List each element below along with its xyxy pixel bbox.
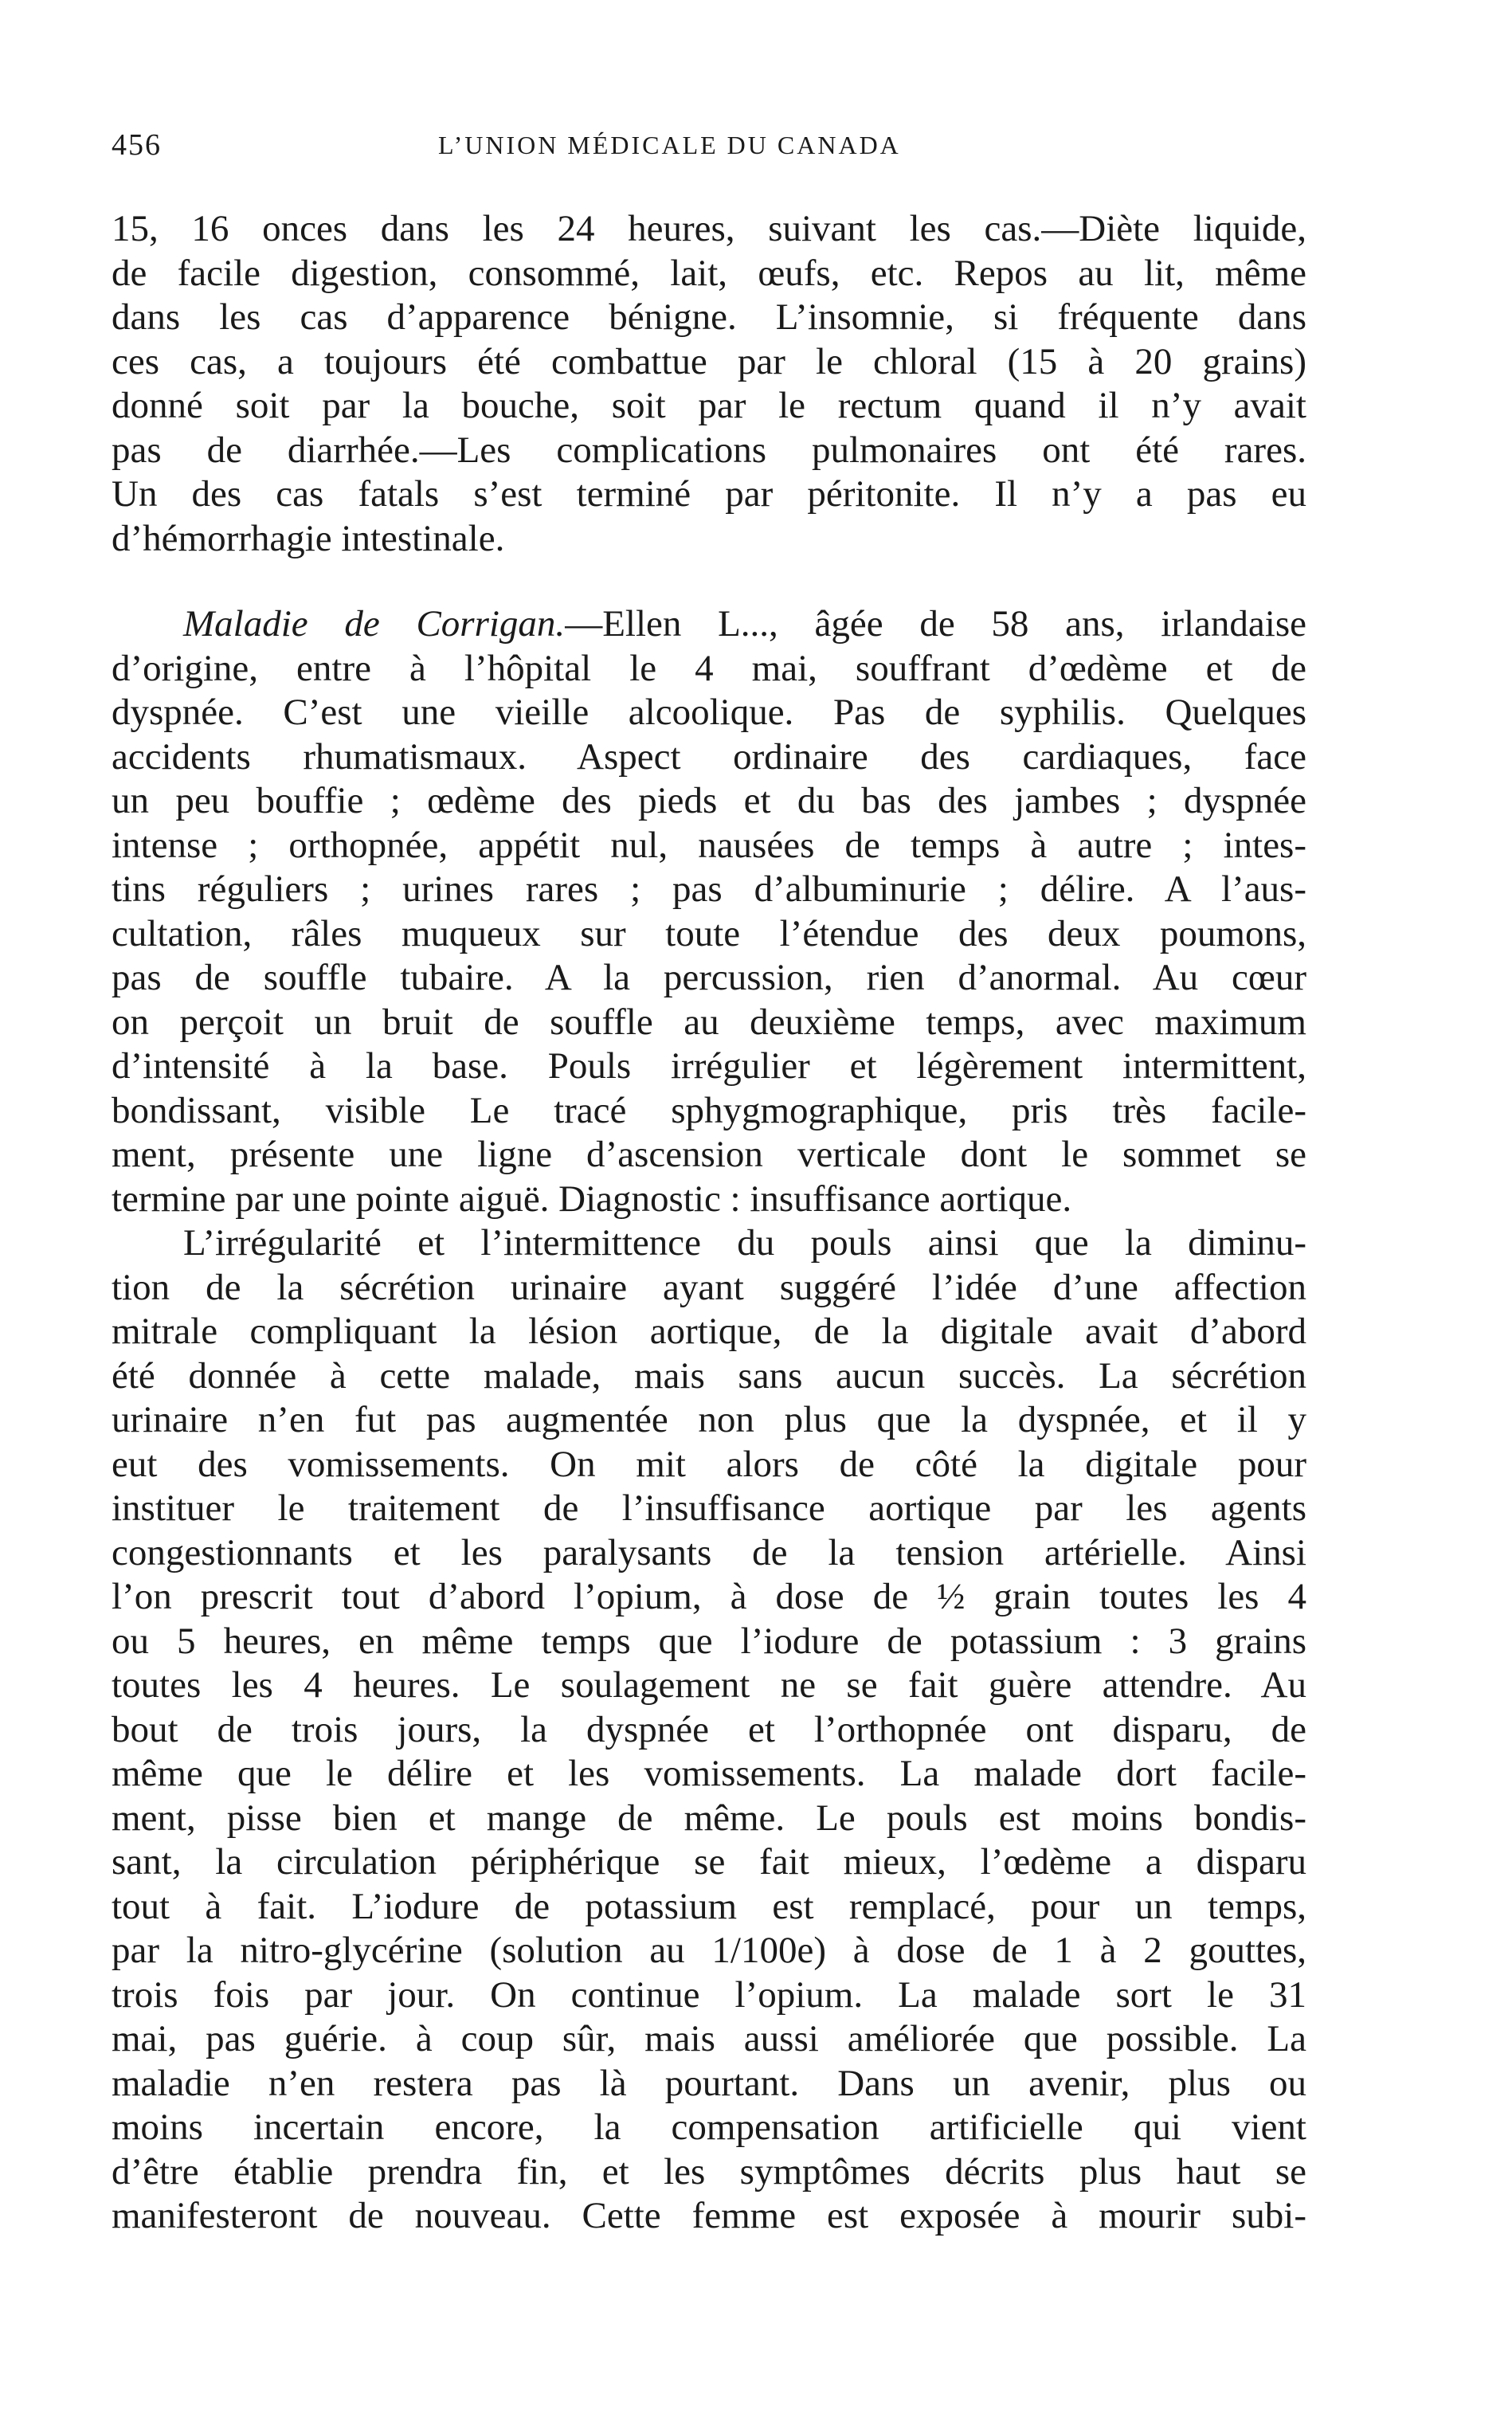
text-line-lead bbox=[112, 602, 1306, 647]
text-line: mai, pas guérie. à coup sûr, mais aussi améliorée que possible. La bbox=[112, 2018, 1306, 2059]
text-line: ment, présente une ligne d’ascension verticale dont le sommet se bbox=[112, 1134, 1306, 1175]
text-line: maladie n’en restera pas là pourtant. Dans un avenir, plus ou bbox=[112, 2062, 1306, 2104]
text-line: tion de la sécrétion urinaire ayant suggéré l’idée d’une affection bbox=[112, 1266, 1306, 1308]
text-line: urinaire n’en fut pas augmentée non plus que la dyspnée, et il y bbox=[112, 1399, 1306, 1440]
text-line: donné soit par la bouche, soit par le rectum quand il n’y avait bbox=[112, 385, 1306, 426]
page-number: 456 bbox=[112, 128, 162, 162]
paragraph-2 bbox=[112, 602, 1306, 1221]
text-line: de facile digestion, consommé, lait, œufs, etc. Repos au lit, même bbox=[112, 252, 1306, 294]
text-line: par la nitro-glycérine (solution au 1/100e) à dose de 1 à 2 gouttes, bbox=[112, 1930, 1306, 1971]
text-line: cultation, râles muqueux sur toute l’étendue des deux poumons, bbox=[112, 912, 1306, 954]
text-line: on perçoit un bruit de souffle au deuxième temps, avec maximum bbox=[112, 1001, 1306, 1043]
text-line: d’hémorrhagie intestinale. bbox=[112, 517, 505, 559]
text-line: pas de souffle tubaire. A la percussion, rien d’anormal. Au cœur bbox=[112, 957, 1306, 998]
text-line: l’on prescrit tout d’abord l’opium, à dose de ½ grain toutes les 4 bbox=[112, 1576, 1306, 1617]
text-line: ces cas, a toujours été combattue par le chloral (15 à 20 grains) bbox=[112, 340, 1306, 382]
text-line: L’irrégularité et l’intermittence du pouls ainsi que la diminu- bbox=[183, 1222, 1306, 1264]
text-line: accidents rhumatismaux. Aspect ordinaire des cardiaques, face bbox=[112, 735, 1306, 778]
case-title: Maladie de Corrigan. bbox=[183, 603, 566, 645]
text-line: intense ; orthopnée, appétit nul, nausées de temps à autre ; intes- bbox=[112, 824, 1306, 866]
text-line: dyspnée. C’est une vieille alcoolique. Pas de syphilis. Quelques bbox=[112, 692, 1306, 733]
text-line: été donnée à cette malade, mais sans aucun succès. La sécrétion bbox=[112, 1354, 1306, 1397]
text-line: eut des vomissements. On mit alors de côté la digitale pour bbox=[112, 1443, 1306, 1485]
paragraph-1 bbox=[112, 207, 1306, 561]
running-head: L’UNION MÉDICALE DU CANADA bbox=[438, 131, 901, 159]
page-header bbox=[112, 127, 1306, 175]
text-line: manifesteront de nouveau. Cette femme est exposée à mourir subi- bbox=[112, 2195, 1306, 2236]
text-line: instituer le traitement de l’insuffisance aortique par les agents bbox=[112, 1487, 1306, 1529]
text-line: toutes les 4 heures. Le soulagement ne se fait guère attendre. Au bbox=[112, 1664, 1306, 1706]
paragraph-gap bbox=[112, 561, 1306, 602]
text-line: d’origine, entre à l’hôpital le 4 mai, souffrant d’œdème et de bbox=[112, 647, 1306, 689]
paragraph-3 bbox=[112, 1221, 1306, 2239]
case-title-rest: —Ellen L..., âgée de 58 ans, irlandaise bbox=[565, 603, 1306, 645]
text-line: tout à fait. L’iodure de potassium est remplacé, pour un temps, bbox=[112, 1885, 1306, 1927]
text-line: un peu bouffie ; œdème des pieds et du bas des jambes ; dyspnée bbox=[112, 780, 1306, 821]
text-line: d’intensité à la base. Pouls irrégulier et légèrement intermittent, bbox=[112, 1045, 1306, 1087]
text-line: bout de trois jours, la dyspnée et l’orthopnée ont disparu, de bbox=[112, 1708, 1306, 1750]
text-line: dans les cas d’apparence bénigne. L’insomnie, si fréquente dans bbox=[112, 296, 1306, 338]
text-line: mitrale compliquant la lésion aortique, de la digitale avait d’abord bbox=[112, 1311, 1306, 1352]
text-line: 15, 16 onces dans les 24 heures, suivant les cas.—Diète liquide, bbox=[112, 208, 1306, 249]
text-line: tins réguliers ; urines rares ; pas d’albuminurie ; délire. A l’aus- bbox=[112, 868, 1306, 910]
text-line: d’être établie prendra fin, et les symptômes décrits plus haut se bbox=[112, 2150, 1306, 2193]
text-line: Un des cas fatals s’est terminé par péritonite. Il n’y a pas eu bbox=[112, 473, 1306, 515]
text-line: sant, la circulation périphérique se fait mieux, l’œdème a disparu bbox=[112, 1841, 1306, 1883]
text-line: termine par une pointe aiguë. Diagnostic : insuffisance aortique. bbox=[112, 1178, 1072, 1220]
text-line: moins incertain encore, la compensation artificielle qui vient bbox=[112, 2106, 1306, 2148]
text-line: ou 5 heures, en même temps que l’iodure de potassium : 3 grains bbox=[112, 1620, 1306, 1662]
text-line: trois fois par jour. On continue l’opium. La malade sort le 31 bbox=[112, 1973, 1306, 2016]
text-line: pas de diarrhée.—Les complications pulmonaires ont été rares. bbox=[112, 429, 1306, 471]
text-line: même que le délire et les vomissements. La malade dort facile- bbox=[112, 1753, 1306, 1794]
text-line: congestionnants et les paralysants de la tension artérielle. Ainsi bbox=[112, 1531, 1306, 1573]
text-line: ment, pisse bien et mange de même. Le pouls est moins bondis- bbox=[112, 1797, 1306, 1839]
document-page bbox=[112, 127, 1306, 2239]
text-line: bondissant, visible Le tracé sphygmographique, pris très facile- bbox=[112, 1089, 1306, 1131]
